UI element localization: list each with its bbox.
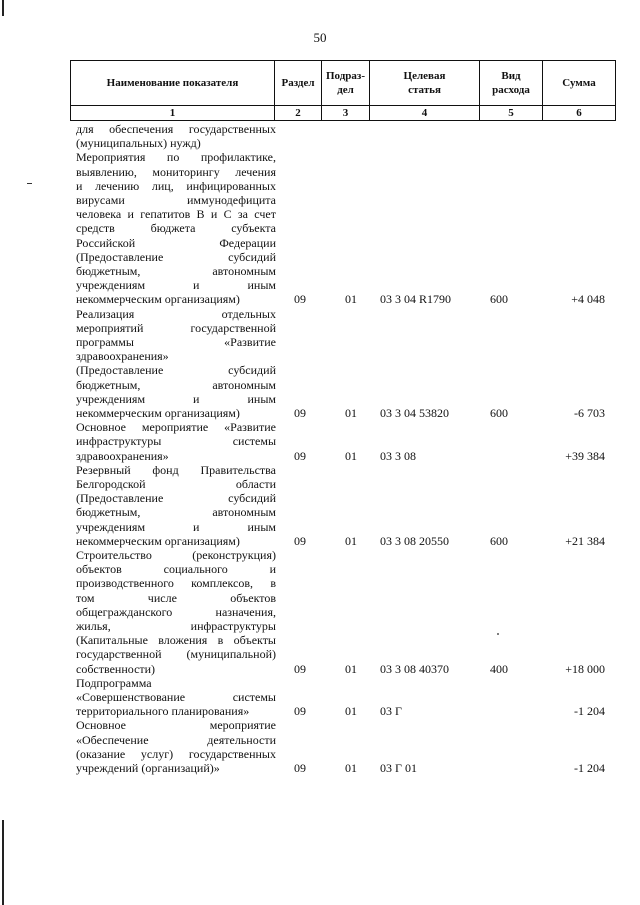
row-celevaya: 03 3 04 53820 — [380, 405, 449, 420]
column-number: 6 — [543, 106, 616, 121]
row-name-line: учреждениям и иным — [76, 278, 276, 293]
row-name-line: Основное мероприятие «Развитие — [76, 420, 276, 435]
row-razdel: 09 — [294, 760, 306, 775]
row-name — [76, 676, 276, 719]
row-name — [76, 463, 276, 548]
row-name-line: учреждениям и иным — [76, 391, 276, 406]
row-name-line: вирусами иммунодефицита — [76, 193, 276, 207]
row-podrazdel: 01 — [345, 292, 357, 307]
header-razdel — [275, 61, 322, 106]
row-name-line: (Предоставление субсидий — [76, 363, 276, 378]
row-name-line: Основное мероприятие — [76, 718, 276, 733]
row-celevaya: 03 3 08 40370 — [380, 661, 449, 676]
row-summa: +4 048 — [571, 292, 605, 307]
table-row — [70, 463, 615, 548]
row-name-line: некоммерческим организациям) — [76, 406, 240, 421]
column-number: 1 — [71, 106, 275, 121]
row-summa: +18 000 — [565, 661, 605, 676]
row-razdel: 09 — [294, 448, 306, 463]
row-name-line: производственного комплексов, в — [76, 576, 276, 591]
row-celevaya: 03 3 04 R1790 — [380, 292, 452, 307]
row-name-line: объектов социального и — [76, 562, 276, 577]
row-summa: -6 703 — [574, 405, 605, 420]
row-name-line: учреждений (организаций)» — [76, 761, 220, 775]
scan-mark — [27, 183, 32, 184]
row-vid: 600 — [490, 533, 508, 548]
header-celevaya-label: Целевая статья — [403, 70, 446, 96]
row-name-line: собственности) — [76, 661, 156, 676]
row-name-line: здравоохранения» — [76, 349, 169, 364]
row-name-line: Строительство (реконструкция) — [76, 548, 276, 562]
row-name-line: средств бюджета субъекта — [76, 221, 276, 236]
left-margin-mark — [2, 0, 4, 16]
table-row — [70, 122, 615, 150]
row-name-line: (Капитальные вложения в объекты — [76, 633, 276, 648]
row-podrazdel: 01 — [345, 760, 357, 775]
column-number: 5 — [480, 106, 543, 121]
row-name-line: Российской Федерации — [76, 235, 276, 250]
row-name-line: Мероприятия по профилактике, — [76, 150, 276, 165]
row-name-line: здравоохранения» — [76, 448, 169, 463]
column-number: 4 — [370, 106, 480, 121]
row-name-line: инфраструктуры системы — [76, 434, 276, 449]
row-name-line: бюджетным, автономным — [76, 505, 276, 520]
row-name-line: (Предоставление субсидий — [76, 249, 276, 264]
row-name-line: мероприятий государственной — [76, 320, 276, 335]
row-vid: 600 — [490, 405, 508, 420]
table-row — [70, 420, 615, 463]
table-row — [70, 548, 615, 676]
row-summa: -1 204 — [574, 704, 605, 719]
row-celevaya: 03 3 08 — [380, 448, 416, 463]
column-number: 3 — [322, 106, 370, 121]
header-podrazdel — [322, 61, 370, 106]
header-podrazdel-label: Подраз- дел — [325, 70, 365, 96]
row-name — [76, 150, 276, 306]
column-number: 2 — [275, 106, 322, 121]
row-name-line: (Предоставление субсидий — [76, 491, 276, 506]
table-row — [70, 718, 615, 775]
row-podrazdel: 01 — [345, 405, 357, 420]
row-name-line: «Обеспечение деятельности — [76, 732, 276, 747]
row-celevaya: 03 3 08 20550 — [380, 533, 449, 548]
row-razdel: 09 — [294, 405, 306, 420]
row-razdel: 09 — [294, 661, 306, 676]
row-name-line: территориального планирования» — [76, 704, 250, 719]
row-summa: +21 384 — [565, 533, 605, 548]
row-name — [76, 420, 276, 463]
row-name-line: некоммерческим организациям) — [76, 292, 240, 307]
header-summa — [543, 61, 616, 106]
row-razdel: 09 — [294, 292, 306, 307]
row-name — [76, 548, 276, 676]
row-podrazdel: 01 — [345, 704, 357, 719]
row-name-line: Белгородской области — [76, 477, 276, 491]
row-podrazdel: 01 — [345, 661, 357, 676]
header-name-label: Наименование показателя — [106, 77, 239, 89]
row-name — [76, 307, 276, 421]
row-vid: 600 — [490, 292, 508, 307]
row-name-line: и лечению лиц, инфицированных — [76, 178, 276, 193]
row-name-line: бюджетным, автономным — [76, 377, 276, 392]
row-name-line: том числе объектов — [76, 590, 276, 605]
table-header — [70, 60, 616, 121]
row-name-line: выявлению, мониторингу лечения — [76, 164, 276, 179]
table-row — [70, 150, 615, 306]
row-name — [76, 122, 276, 150]
row-name-line: «Совершенствование системы — [76, 690, 276, 704]
row-name-line: (муниципальных) нужд) — [76, 136, 201, 151]
row-name-line: Подпрограмма — [76, 675, 152, 690]
header-razdel-label: Раздел — [281, 77, 315, 89]
row-razdel: 09 — [294, 704, 306, 719]
header-name — [71, 61, 275, 106]
left-margin-mark — [2, 820, 4, 905]
row-podrazdel: 01 — [345, 533, 357, 548]
header-vid — [480, 61, 543, 106]
row-name-line: Резервный фонд Правительства — [76, 462, 276, 477]
page-number: 50 — [313, 30, 327, 45]
row-summa: -1 204 — [574, 760, 605, 775]
row-name-line: общегражданского назначения, — [76, 604, 276, 619]
row-celevaya: 03 Г 01 — [380, 760, 417, 775]
row-name-line: для обеспечения государственных — [76, 122, 276, 136]
row-name-line: человека и гепатитов В и С за счет — [76, 207, 276, 222]
table-row — [70, 307, 615, 421]
row-name-line: государственной (муниципальной) — [76, 647, 276, 662]
row-name — [76, 718, 276, 775]
row-razdel: 09 — [294, 533, 306, 548]
row-name-line: учреждениям и иным — [76, 519, 276, 534]
row-name-line: жилья, инфраструктуры — [76, 619, 276, 634]
table-row — [70, 676, 615, 719]
row-name-line: (оказание услуг) государственных — [76, 746, 276, 761]
header-vid-label: Вид расхода — [492, 70, 530, 96]
row-summa: +39 384 — [565, 448, 605, 463]
row-name-line: Реализация отдельных — [76, 306, 276, 321]
row-podrazdel: 01 — [345, 448, 357, 463]
row-name-line: бюджетным, автономным — [76, 264, 276, 279]
row-vid: 400 — [490, 661, 508, 676]
row-name-line: некоммерческим организациям) — [76, 533, 240, 548]
header-celevaya — [370, 61, 480, 106]
row-celevaya: 03 Г — [380, 704, 402, 719]
header-summa-label: Сумма — [562, 77, 596, 89]
row-name-line: программы «Развитие — [76, 335, 276, 349]
